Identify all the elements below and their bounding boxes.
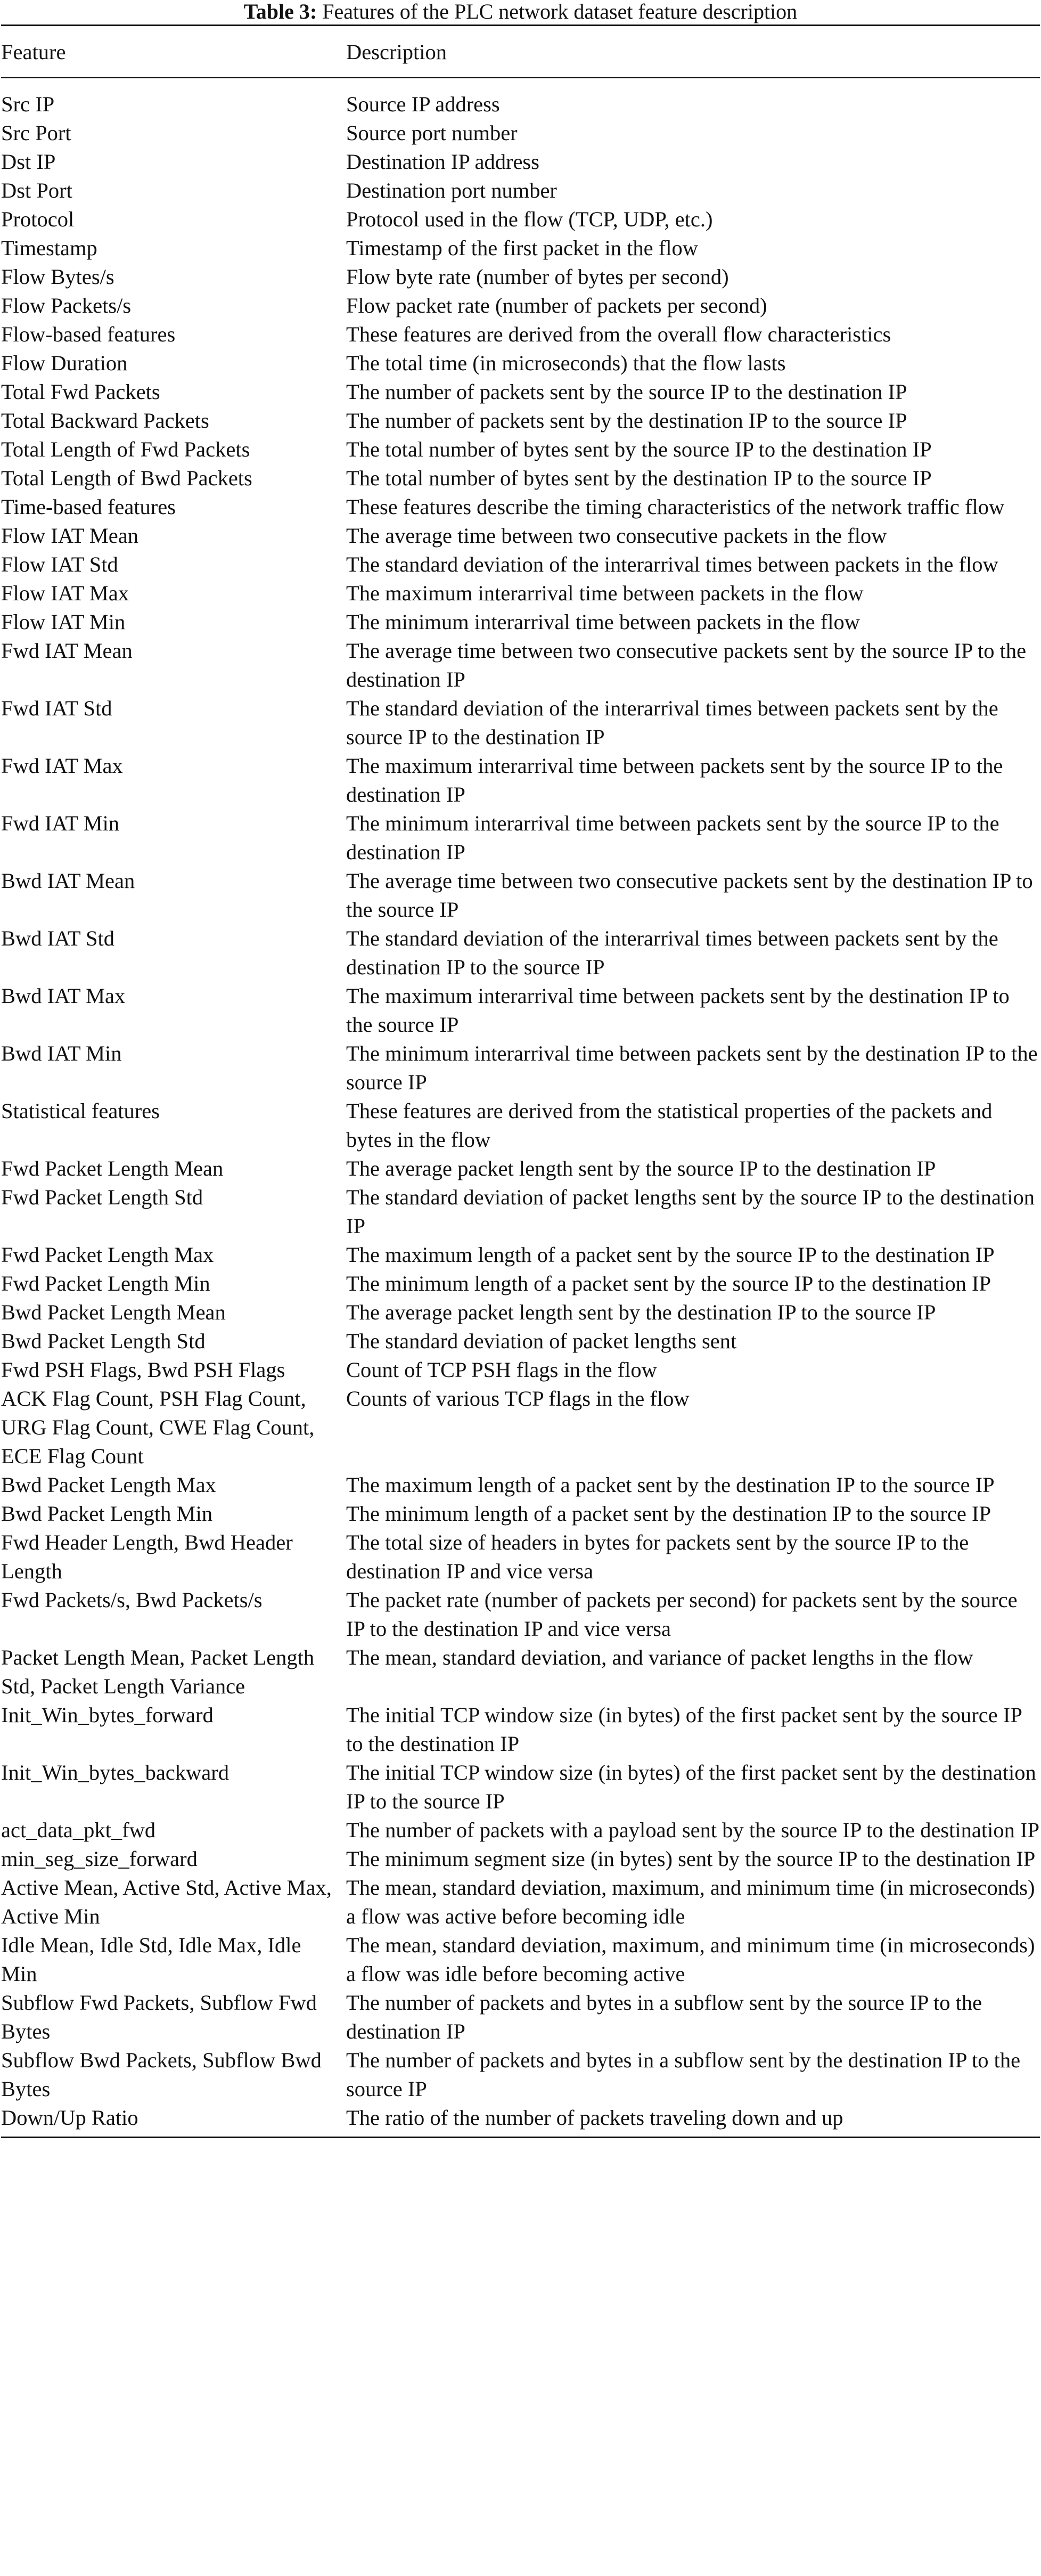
feature-cell: Timestamp: [1, 236, 97, 260]
feature-cell: Time-based features: [1, 495, 176, 519]
feature-cell: Fwd IAT Std: [1, 696, 112, 720]
description-cell: The maximum length of a packet sent by the source IP to the destination IP: [346, 1243, 995, 1267]
description-cell: The standard deviation of packet lengths sent by the source IP to the destination IP: [346, 1185, 1035, 1238]
description-cell: The maximum interarrival time between packets sent by the source IP to the destination IP: [346, 754, 1003, 806]
feature-table: [1, 26, 1040, 77]
description-cell: The average packet length sent by the source IP to the destination IP: [346, 1156, 936, 1180]
table-row: [1, 1643, 1040, 1701]
table-row: [1, 320, 1040, 349]
feature-cell: Fwd Packet Length Std: [1, 1185, 203, 1209]
table-row: [1, 1384, 1040, 1471]
description-cell: The average time between two consecutive packets in the flow: [346, 524, 887, 548]
description-cell: The minimum interarrival time between packets sent by the source IP to the destination IP: [346, 811, 999, 864]
table-row: [1, 1097, 1040, 1154]
feature-cell: Fwd IAT Mean: [1, 639, 133, 663]
table-row: [1, 378, 1040, 406]
feature-cell: Flow IAT Std: [1, 552, 118, 576]
description-cell: The number of packets sent by the source IP to the destination IP: [346, 380, 907, 404]
table-row: [1, 1586, 1040, 1643]
table-row: [1, 78, 1040, 119]
table-row: [1, 1298, 1040, 1327]
feature-cell: Fwd Packet Length Min: [1, 1271, 210, 1295]
feature-cell: Down/Up Ratio: [1, 2106, 138, 2130]
feature-cell: Statistical features: [1, 1099, 160, 1123]
description-cell: The maximum interarrival time between packets sent by the destination IP to the source IP: [346, 984, 1010, 1037]
table-row: [1, 1701, 1040, 1758]
feature-cell: min_seg_size_forward: [1, 1847, 198, 1871]
table-row: [1, 1528, 1040, 1586]
table-caption-label: Table 3:: [243, 0, 317, 23]
description-cell: The minimum interarrival time between packets in the flow: [346, 610, 860, 634]
feature-cell: Flow IAT Max: [1, 581, 129, 605]
description-cell: The initial TCP window size (in bytes) of the first packet sent by the source IP to the destination IP: [346, 1703, 1022, 1756]
feature-cell: Idle Mean, Idle Std, Idle Max, Idle Min: [1, 1933, 301, 1986]
table-row: [1, 234, 1040, 263]
feature-cell: Src Port: [1, 121, 71, 145]
feature-cell: Init_Win_bytes_backward: [1, 1760, 229, 1784]
table-row: [1, 2104, 1040, 2137]
description-cell: Counts of various TCP flags in the flow: [346, 1387, 690, 1411]
description-cell: The standard deviation of the interarrival times between packets sent by the source IP to the destination IP: [346, 696, 998, 749]
description-cell: The number of packets sent by the destination IP to the source IP: [346, 409, 907, 433]
feature-cell: Total Length of Fwd Packets: [1, 437, 250, 461]
feature-cell: Bwd Packet Length Max: [1, 1473, 216, 1497]
feature-cell: Protocol: [1, 207, 75, 231]
feature-cell: Bwd Packet Length Std: [1, 1329, 206, 1353]
description-cell: The average time between two consecutive packets sent by the destination IP to the source IP: [346, 869, 1033, 922]
description-cell: These features are derived from the statistical properties of the packets and bytes in the flow: [346, 1099, 993, 1152]
feature-cell: Bwd IAT Std: [1, 926, 115, 950]
table-row: [1, 493, 1040, 521]
description-cell: The total size of headers in bytes for packets sent by the source IP to the destination IP and vice versa: [346, 1530, 969, 1583]
table-row: [1, 349, 1040, 378]
feature-cell: Flow IAT Mean: [1, 524, 138, 548]
table-row: [1, 752, 1040, 809]
description-cell: Flow byte rate (number of bytes per second): [346, 265, 729, 289]
description-cell: The average time between two consecutive packets sent by the source IP to the destination IP: [346, 639, 1027, 691]
description-cell: The total number of bytes sent by the destination IP to the source IP: [346, 466, 932, 490]
table-row: [1, 579, 1040, 608]
table-row: [1, 1499, 1040, 1528]
description-cell: The initial TCP window size (in bytes) of the first packet sent by the destination IP to the source IP: [346, 1760, 1036, 1813]
feature-cell: Fwd Packet Length Max: [1, 1243, 214, 1267]
description-cell: Destination IP address: [346, 150, 539, 174]
feature-cell: Src IP: [1, 92, 55, 116]
table-row: [1, 205, 1040, 234]
feature-cell: Flow-based features: [1, 322, 176, 346]
table-row: [1, 2046, 1040, 2104]
table-row: [1, 550, 1040, 579]
description-cell: Destination port number: [346, 178, 557, 202]
table-body: [1, 78, 1040, 2137]
description-cell: Flow packet rate (number of packets per second): [346, 294, 767, 317]
feature-cell: Bwd IAT Mean: [1, 869, 135, 893]
description-cell: Timestamp of the first packet in the flow: [346, 236, 699, 260]
description-cell: The packet rate (number of packets per second) for packets sent by the source IP to the destination IP and vice versa: [346, 1588, 1018, 1641]
table-row: [1, 809, 1040, 867]
feature-cell: Init_Win_bytes_forward: [1, 1703, 214, 1727]
table-row: [1, 435, 1040, 464]
description-cell: The maximum length of a packet sent by the destination IP to the source IP: [346, 1473, 995, 1497]
feature-cell: Total Length of Bwd Packets: [1, 466, 252, 490]
table-row: [1, 608, 1040, 637]
feature-cell: Bwd IAT Min: [1, 1041, 122, 1065]
description-cell: The ratio of the number of packets traveling down and up: [346, 2106, 843, 2130]
feature-cell: Subflow Fwd Packets, Subflow Fwd Bytes: [1, 1991, 317, 2043]
feature-cell: Active Mean, Active Std, Active Max, Active Min: [1, 1876, 332, 1928]
description-cell: The standard deviation of the interarrival times between packets in the flow: [346, 552, 998, 576]
description-cell: The number of packets and bytes in a subflow sent by the source IP to the destination IP: [346, 1991, 982, 2043]
description-cell: The mean, standard deviation, maximum, and minimum time (in microseconds) a flow was active before becoming idle: [346, 1876, 1035, 1928]
feature-cell: Fwd IAT Max: [1, 754, 123, 778]
table-row: [1, 1269, 1040, 1298]
feature-cell: Flow Duration: [1, 351, 128, 375]
table-row: [1, 406, 1040, 435]
feature-cell: Fwd Packet Length Mean: [1, 1156, 224, 1180]
table-row: [1, 176, 1040, 205]
table-row: [1, 1816, 1040, 1845]
table-row: [1, 1758, 1040, 1816]
table-row: [1, 1356, 1040, 1384]
table-row: [1, 291, 1040, 320]
feature-table-body: [1, 78, 1040, 2137]
description-cell: The mean, standard deviation, maximum, and minimum time (in microseconds) a flow was idle before becoming active: [346, 1933, 1035, 1986]
table-row: [1, 464, 1040, 493]
feature-cell: Fwd Packets/s, Bwd Packets/s: [1, 1588, 263, 1612]
feature-cell: Dst Port: [1, 178, 72, 202]
table-row: [1, 521, 1040, 550]
table-row: [1, 924, 1040, 982]
header-description: Description: [346, 40, 447, 64]
table-row: [1, 263, 1040, 291]
table-row: [1, 1039, 1040, 1097]
feature-cell: Fwd Header Length, Bwd Header Length: [1, 1530, 293, 1583]
feature-cell: Subflow Bwd Packets, Subflow Bwd Bytes: [1, 2048, 322, 2101]
description-cell: These features describe the timing characteristics of the network traffic flow: [346, 495, 1005, 519]
description-cell: The minimum segment size (in bytes) sent by the source IP to the destination IP: [346, 1847, 1036, 1871]
feature-cell: act_data_pkt_fwd: [1, 1818, 156, 1842]
description-cell: The minimum interarrival time between packets sent by the destination IP to the source IP: [346, 1041, 1038, 1094]
description-cell: The minimum length of a packet sent by the destination IP to the source IP: [346, 1502, 991, 1526]
table-row: [1, 1183, 1040, 1241]
feature-cell: Dst IP: [1, 150, 56, 174]
description-cell: These features are derived from the overall flow characteristics: [346, 322, 891, 346]
feature-cell: Flow Bytes/s: [1, 265, 114, 289]
table-row: [1, 1241, 1040, 1269]
table-caption-text: Features of the PLC network dataset feature description: [322, 0, 798, 23]
description-cell: The standard deviation of packet lengths sent: [346, 1329, 737, 1353]
description-cell: The mean, standard deviation, and variance of packet lengths in the flow: [346, 1645, 973, 1669]
description-cell: The minimum length of a packet sent by the source IP to the destination IP: [346, 1271, 991, 1295]
feature-cell: Bwd IAT Max: [1, 984, 126, 1008]
description-cell: The number of packets with a payload sent by the source IP to the destination IP: [346, 1818, 1040, 1842]
description-cell: Protocol used in the flow (TCP, UDP, etc.): [346, 207, 713, 231]
description-cell: The total number of bytes sent by the source IP to the destination IP: [346, 437, 932, 461]
feature-cell: Total Backward Packets: [1, 409, 209, 433]
table-row: [1, 1471, 1040, 1499]
feature-cell: Bwd Packet Length Min: [1, 1502, 213, 1526]
table-row: [1, 1154, 1040, 1183]
description-cell: The total time (in microseconds) that the flow lasts: [346, 351, 786, 375]
table-row: [1, 982, 1040, 1039]
description-cell: The standard deviation of the interarrival times between packets sent by the destination IP to the source IP: [346, 926, 998, 979]
description-cell: The number of packets and bytes in a subflow sent by the destination IP to the source IP: [346, 2048, 1021, 2101]
table-row: [1, 1931, 1040, 1988]
feature-cell: ACK Flag Count, PSH Flag Count, URG Flag Count, CWE Flag Count, ECE Flag Count: [1, 1387, 315, 1468]
table-row: [1, 1327, 1040, 1356]
feature-cell: Total Fwd Packets: [1, 380, 160, 404]
feature-cell: Packet Length Mean, Packet Length Std, Packet Length Variance: [1, 1645, 315, 1698]
feature-cell: Fwd PSH Flags, Bwd PSH Flags: [1, 1358, 285, 1382]
description-cell: Source port number: [346, 121, 518, 145]
feature-cell: Flow Packets/s: [1, 294, 132, 317]
table-row: [1, 1988, 1040, 2046]
header-feature: Feature: [1, 40, 66, 64]
table-row: [1, 867, 1040, 924]
table-row: [1, 1845, 1040, 1873]
feature-cell: Flow IAT Min: [1, 610, 126, 634]
description-cell: The average packet length sent by the destination IP to the source IP: [346, 1300, 936, 1324]
feature-cell: Bwd Packet Length Mean: [1, 1300, 226, 1324]
header-row: [1, 26, 1040, 77]
feature-cell: Fwd IAT Min: [1, 811, 120, 835]
description-cell: Count of TCP PSH flags in the flow: [346, 1358, 657, 1382]
bottom-rule: [1, 2137, 1040, 2138]
table-header: [1, 26, 1040, 77]
table-row: [1, 694, 1040, 752]
table-row: [1, 637, 1040, 694]
table-row: [1, 148, 1040, 176]
table-row: [1, 119, 1040, 148]
description-cell: The maximum interarrival time between packets in the flow: [346, 581, 864, 605]
table-caption: [1, 0, 1040, 25]
description-cell: Source IP address: [346, 92, 500, 116]
table-row: [1, 1873, 1040, 1931]
